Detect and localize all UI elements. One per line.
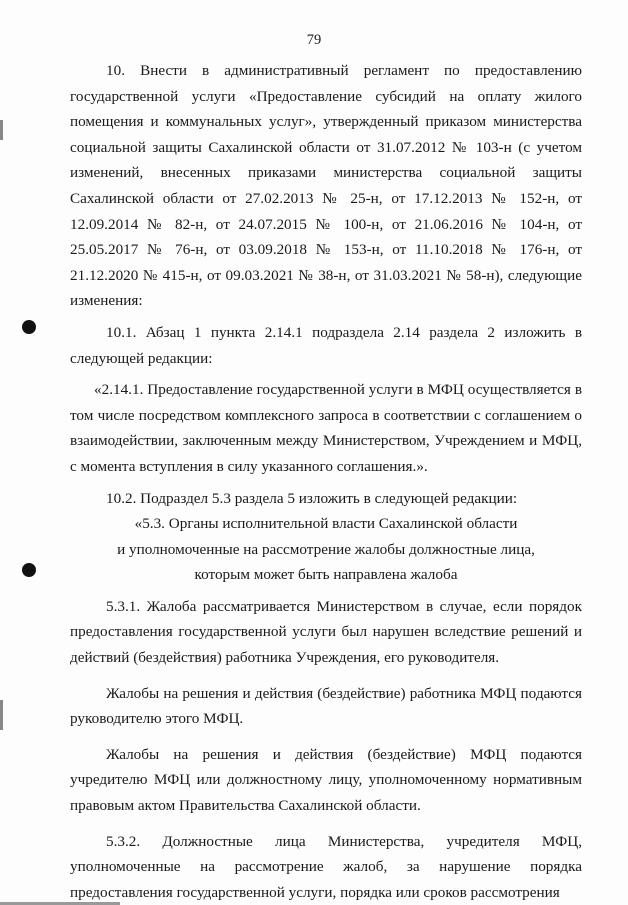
page-number: 79: [306, 32, 322, 48]
punch-hole-mark: [22, 320, 36, 334]
paragraph-item-10: 10. Внести в административный регламент по предоставлению государственной услуги «Предоставление субсидий на оплату жилого помещения и коммунальных услуг», утвержденный приказом министерства социальной защиты Сахалинской области от 31.07.2012 № 103-н (с учетом изменений, внесенных приказами министерства социальной защиты Сахалинской области от 27.02.2013 № 25-н, от 17.12.2013 № 152-н, от 12.09.2014 № 82-н, от 24.07.2015 № 100-н, от 21.06.2016 № 104-н, от 25.05.2017 № 76-н, от 03.09.2018 № 153-н, от 11.10.2018 № 176-н, от 21.12.2020 № 415-н, от 09.03.2021 № 38-н, от 31.03.2021 № 58-н), следующие изменения:: [70, 62, 582, 310]
paragraph-5-3-2: 5.3.2. Должностные лица Министерства, учредителя МФЦ, уполномоченные на рассмотрение жалоб, за нарушение порядка предоставления государственной услуги, порядка или сроков рассмотрения: [70, 832, 582, 901]
quoted-paragraph-2-14-1: «2.14.1. Предоставление государственной услуги в МФЦ осуществляется в том числе посредством комплексного запроса в соответствии с соглашением о взаимодействии, заключенным между Министерством, Учреждением и МФЦ, с момента вступления в силу указанного соглашения.».: [70, 381, 582, 475]
heading-line: которым может быть направлена жалоба: [194, 566, 458, 584]
section-heading-5-3: [70, 511, 582, 588]
paragraph-5-3-1: 5.3.1. Жалоба рассматривается Министерством в случае, если порядок предоставления государственной услуги был нарушен вследствие решений и действий (бездействия) работника Учреждения, его руководителя.: [70, 597, 582, 667]
document-body: [70, 58, 582, 905]
paragraph-mfc-complaints: Жалобы на решения и действия (бездействие) работника МФЦ подаются руководителю этого МФЦ.: [70, 684, 582, 728]
paragraph-item-10-1: 10.1. Абзац 1 пункта 2.14.1 подраздела 2.14 раздела 2 изложить в следующей редакции:: [70, 323, 582, 367]
punch-hole-mark: [22, 563, 36, 577]
scan-edge-mark: [0, 700, 3, 730]
paragraph-mfc-founder-complaints: Жалобы на решения и действия (бездействие) МФЦ подаются учредителю МФЦ или должностному лицу, уполномоченному нормативным правовым актом Правительства Сахалинской области.: [70, 745, 582, 815]
heading-line: «5.3. Органы исполнительной власти Сахалинской области: [134, 515, 518, 533]
heading-line: и уполномоченные на рассмотрение жалобы должностные лица,: [117, 540, 535, 558]
scan-edge-mark: [0, 120, 3, 140]
paragraph-item-10-2: 10.2. Подраздел 5.3 раздела 5 изложить в следующей редакции:: [106, 489, 518, 507]
